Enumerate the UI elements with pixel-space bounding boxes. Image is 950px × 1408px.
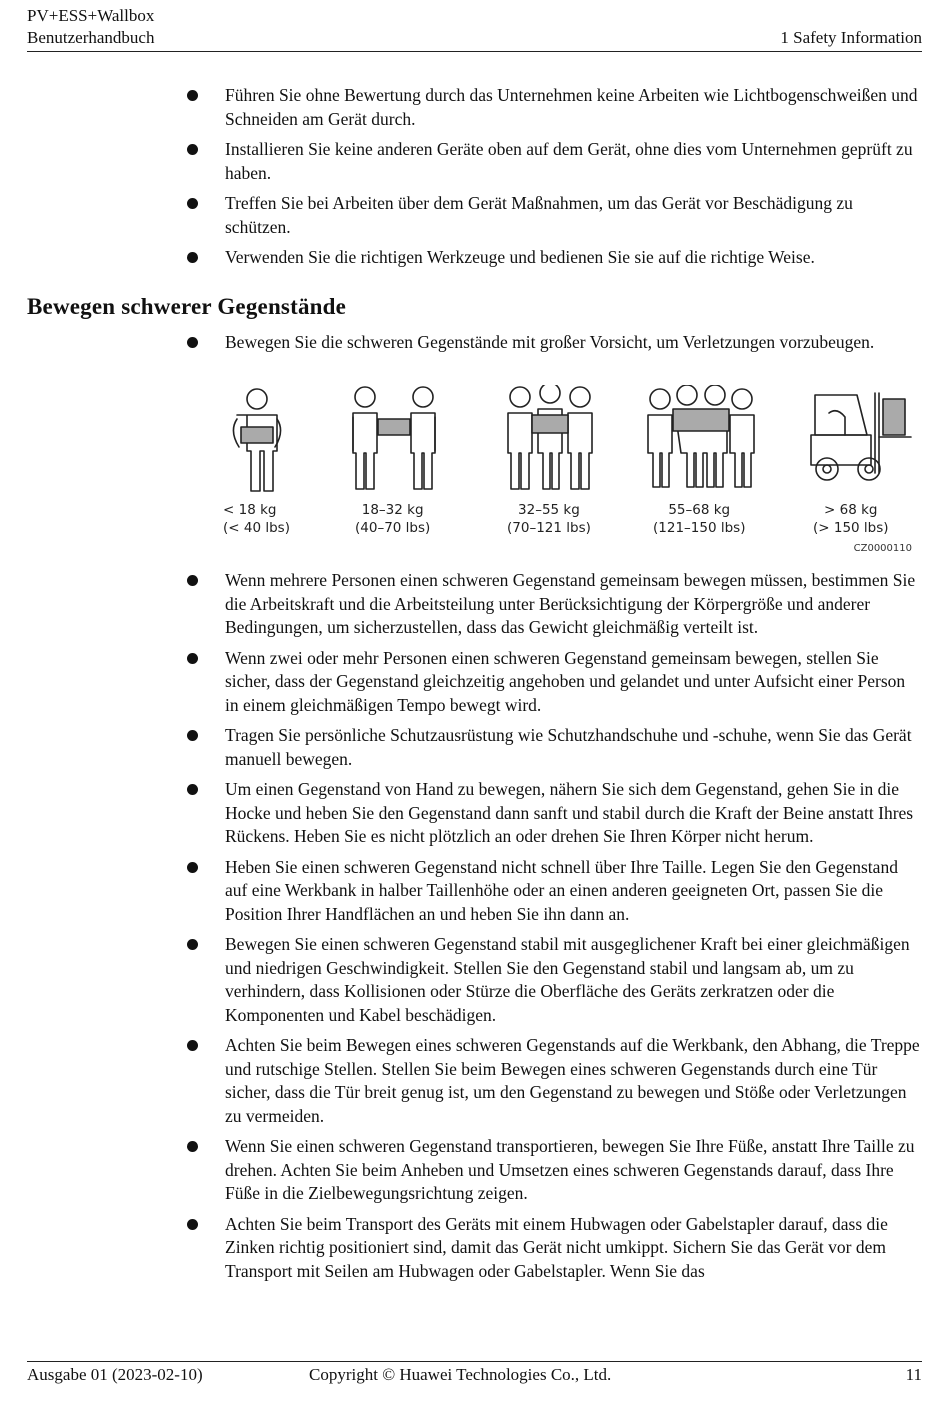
list-item: Um einen Gegenstand von Hand zu bewegen, nähern Sie sich dem Gegenstand, gehen Sie in die Hocke und heben Sie den Gegenstand dann sanft und stabil durch die Kraft der Beine anstatt Ihres Rückens. Heben Sie es nicht plötzlich an oder drehen Sie Ihren Körper nicht herum.: [0, 778, 950, 849]
weight-lifting-figure: [215, 385, 915, 563]
weight-lbs: (40–70 lbs): [355, 520, 431, 536]
four-persons-icon: [648, 385, 754, 487]
weight-lbs: (70–121 lbs): [507, 520, 591, 536]
list-item: Führen Sie ohne Bewertung durch das Unternehmen keine Arbeiten wie Lichtbogenschweißen und Schneiden am Gerät durch.: [0, 84, 950, 131]
weight-label-1: [223, 501, 290, 537]
weight-lbs: (> 150 lbs): [813, 520, 889, 536]
list-item: Verwenden Sie die richtigen Werkzeuge und bedienen Sie sie auf die richtige Weise.: [0, 246, 950, 270]
section-title: Bewegen schwerer Gegenstände: [27, 294, 347, 319]
list-item: Achten Sie beim Bewegen eines schweren Gegenstands auf die Werkbank, den Abhang, die Treppe und rutschige Stellen. Stellen Sie beim Bewegen eines schweren Gegenstands durch eine Tür sicher, dass die Tür breit genug ist, um den Gegenstand zu bewegen und Stöße oder Verletzungen zu vermeiden.: [0, 1034, 950, 1128]
weight-kg: < 18 kg: [223, 502, 277, 518]
page-header: [27, 5, 922, 52]
list-item: Treffen Sie bei Arbeiten über dem Gerät Maßnahmen, um das Gerät vor Beschädigung zu schützen.: [0, 192, 950, 239]
weight-kg: 18–32 kg: [361, 502, 424, 518]
list-item: Wenn mehrere Personen einen schweren Gegenstand gemeinsam bewegen müssen, bestimmen Sie die Arbeitskraft und die Arbeitsteilung unter Berücksichtigung der Körpergröße und anderer Bedingungen, um sicherzustellen, dass das Gewicht gleichmäßig verteilt ist.: [0, 569, 950, 640]
header-left: [27, 5, 154, 49]
intro-bullet-list: [0, 331, 950, 362]
weight-lbs: (121–150 lbs): [653, 520, 746, 536]
list-item: Bewegen Sie die schweren Gegenstände mit großer Vorsicht, um Verletzungen vorzubeugen.: [0, 331, 950, 355]
weight-label-2: [355, 501, 430, 537]
footer-copyright: Copyright © Huawei Technologies Co., Ltd.: [309, 1365, 612, 1384]
weight-label-3: [507, 501, 591, 537]
weight-kg: 55–68 kg: [668, 502, 731, 518]
list-item: Heben Sie einen schweren Gegenstand nicht schnell über Ihre Taille. Legen Sie den Gegenstand auf eine Werkbank in halber Taillenhöhe oder an einen anderen geeigneten Ort, passen Sie die Position Ihrer Handflächen an und heben Sie ihn dann an.: [0, 856, 950, 927]
header-chapter: 1 Safety Information: [780, 28, 922, 47]
list-item: Installieren Sie keine anderen Geräte oben auf dem Gerät, ohne dies vom Unternehmen geprüft zu haben.: [0, 138, 950, 185]
two-persons-icon: [353, 387, 435, 489]
weight-label-4: [653, 501, 745, 537]
list-item: Achten Sie beim Transport des Geräts mit einem Hubwagen oder Gabelstapler darauf, dass die Zinken richtig positioniert sind, damit das Gerät nicht umkippt. Sichern Sie das Gerät vor dem Transport mit Seilen am Hubwagen oder Gabelstapler. Wenn Sie das: [0, 1213, 950, 1284]
weight-kg: > 68 kg: [824, 502, 878, 518]
figure-code: CZ0000110: [853, 543, 912, 554]
footer-edition: Ausgabe 01 (2023-02-10): [27, 1365, 203, 1384]
forklift-icon: [811, 393, 911, 480]
page-number: 11: [905, 1365, 922, 1384]
header-doc-type: Benutzerhandbuch: [27, 28, 155, 47]
list-item: Wenn zwei oder mehr Personen einen schweren Gegenstand gemeinsam bewegen, stellen Sie sicher, dass der Gegenstand gleichzeitig angehoben und gelandet und unter Aufsicht einer Person in einem gleichmäßigen Tempo bewegt wird.: [0, 647, 950, 718]
list-item: Tragen Sie persönliche Schutzausrüstung wie Schutzhandschuhe und -schuhe, wenn Sie das Gerät manuell bewegen.: [0, 724, 950, 771]
list-item: Wenn Sie einen schweren Gegenstand transportieren, bewegen Sie Ihre Füße, anstatt Ihre Taille zu drehen. Achten Sie beim Anheben und Umsetzen eines schweren Gegenstands darauf, dass Ihre Füße in die Zielbewegungsrichtung zeigen.: [0, 1135, 950, 1206]
page-footer: [27, 1361, 922, 1388]
lifting-illustration: [215, 385, 915, 505]
one-person-icon: [233, 389, 280, 491]
three-persons-icon: [508, 385, 592, 489]
weight-label-5: [813, 501, 889, 537]
weight-kg: 32–55 kg: [518, 502, 580, 518]
weight-lbs: (< 40 lbs): [223, 520, 290, 536]
header-product: PV+ESS+Wallbox: [27, 6, 155, 25]
main-bullet-list: [0, 569, 950, 1290]
top-bullet-list: [0, 84, 950, 277]
list-item: Bewegen Sie einen schweren Gegenstand stabil mit ausgeglichener Kraft bei einer gleichmäßigen und niedrigen Geschwindigkeit. Stellen Sie den Gegenstand stabil und langsam ab, um zu verhindern, dass Kollisionen oder Stürze die Oberfläche des Geräts zerkratzen oder die Komponenten und Kabel beschädigen.: [0, 933, 950, 1027]
